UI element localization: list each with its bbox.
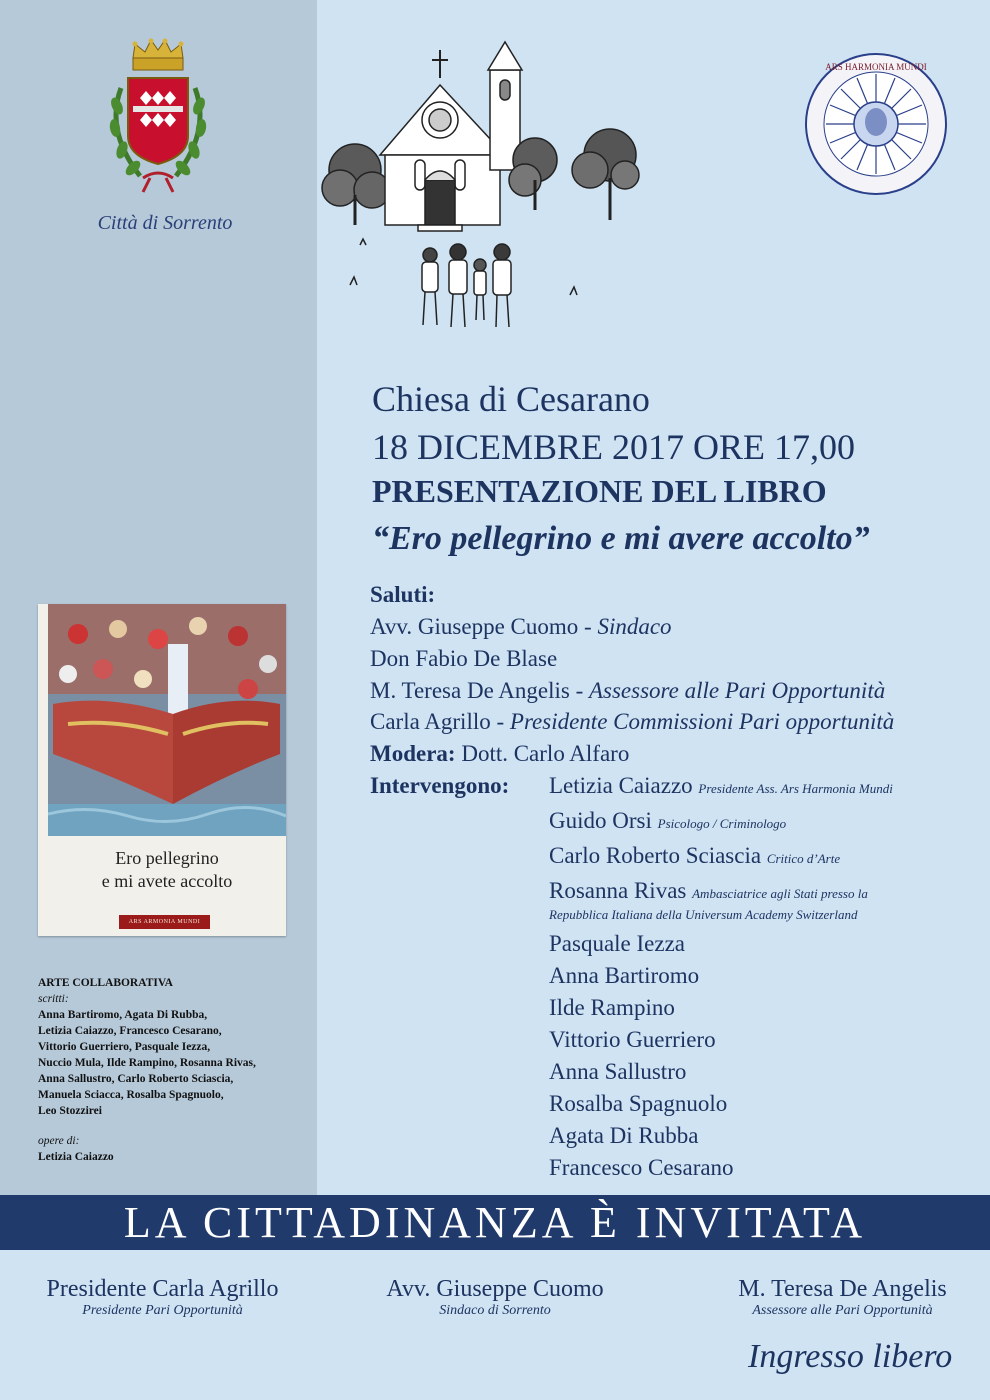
speaker-name: Guido Orsi bbox=[549, 808, 652, 833]
signature-role: Presidente Pari Opportunità bbox=[82, 1303, 243, 1318]
scritti-line: Anna Sallustro, Carlo Roberto Sciascia, bbox=[38, 1073, 234, 1085]
scritti-line: Letizia Caiazzo, Francesco Cesarano, bbox=[38, 1025, 222, 1037]
saluti-role: Presidente Commissioni Pari opportunità bbox=[509, 709, 895, 734]
speaker-item bbox=[549, 992, 969, 1024]
speaker-name: Rosalba Spagnuolo bbox=[549, 1091, 728, 1116]
signature-3 bbox=[700, 1276, 985, 1319]
boat-painting-image bbox=[48, 604, 286, 836]
scritti-list bbox=[38, 1007, 298, 1119]
church-illustration bbox=[320, 30, 640, 335]
collab-credits bbox=[38, 975, 298, 1165]
signature-name: M. Teresa De Angelis bbox=[738, 1276, 947, 1302]
book-cover-title bbox=[48, 847, 286, 893]
speaker-name: Anna Bartiromo bbox=[549, 963, 700, 988]
saluti-item bbox=[370, 614, 672, 640]
seal-text: ARS HARMONIA MUNDI bbox=[825, 62, 927, 72]
speaker-item bbox=[549, 1056, 969, 1088]
saluti-name: M. Teresa De Angelis bbox=[370, 678, 570, 703]
speaker-item bbox=[549, 840, 969, 875]
tree-icon bbox=[322, 144, 390, 225]
saluti-role: Sindaco bbox=[597, 614, 672, 639]
tree-icon bbox=[509, 129, 639, 220]
speaker-name: Rosanna Rivas bbox=[549, 878, 687, 903]
speaker-item bbox=[549, 1088, 969, 1120]
sorrento-crest-icon bbox=[95, 36, 220, 196]
speaker-name: Vittorio Guerriero bbox=[549, 1027, 716, 1052]
signature-1 bbox=[20, 1276, 305, 1319]
book-cover-title-line2: e mi avete accolto bbox=[101, 871, 233, 891]
saluti-item bbox=[370, 678, 885, 704]
speaker-item bbox=[549, 960, 969, 992]
signature-name: Presidente Carla Agrillo bbox=[46, 1276, 279, 1302]
scritti-label: scritti: bbox=[38, 993, 69, 1005]
invitation-banner: LA CITTADINANZA È INVITATA bbox=[0, 1195, 990, 1250]
signature-name: Avv. Giuseppe Cuomo bbox=[386, 1276, 604, 1302]
saluti-name: Avv. Giuseppe Cuomo bbox=[370, 614, 579, 639]
saluti-name: Carla Agrillo bbox=[370, 709, 491, 734]
saluti-separator: - bbox=[569, 678, 589, 703]
book-cover-band: ARS ARMONIA MUNDI bbox=[119, 915, 210, 929]
speaker-item bbox=[549, 805, 969, 840]
book-cover-title-line1: Ero pellegrino bbox=[115, 848, 219, 868]
signature-role: Sindaco di Sorrento bbox=[439, 1303, 551, 1318]
speaker-name: Carlo Roberto Sciascia bbox=[549, 843, 762, 868]
signature-2 bbox=[350, 1276, 640, 1319]
collab-heading: ARTE COLLABORATIVA bbox=[38, 977, 173, 989]
speaker-name: Agata Di Rubba bbox=[549, 1123, 699, 1148]
ars-harmonia-mundi-seal-icon bbox=[800, 52, 952, 197]
speakers-list bbox=[549, 770, 969, 1184]
modera-label: Modera: bbox=[370, 741, 456, 766]
modera-line bbox=[370, 741, 629, 767]
modera-name: Dott. Carlo Alfaro bbox=[461, 741, 630, 766]
book-cover bbox=[38, 604, 286, 936]
speaker-item bbox=[549, 1152, 969, 1184]
saluti-separator: - bbox=[490, 709, 510, 734]
scritti-line: Vittorio Guerriero, Pasquale Iezza, bbox=[38, 1041, 211, 1053]
event-venue: Chiesa di Cesarano bbox=[372, 379, 650, 419]
speaker-name: Letizia Caiazzo bbox=[549, 773, 693, 798]
speaker-item bbox=[549, 1120, 969, 1152]
speaker-name: Pasquale Iezza bbox=[549, 931, 686, 956]
saluti-label: Saluti: bbox=[370, 582, 436, 607]
opere-label: opere di: bbox=[38, 1135, 80, 1147]
scritti-line: Nuccio Mula, Ilde Rampino, Rosanna Rivas, bbox=[38, 1057, 256, 1069]
speaker-item bbox=[549, 770, 969, 805]
free-entry-note: Ingresso libero bbox=[748, 1338, 953, 1375]
speaker-role: Psicologo / Criminologo bbox=[657, 816, 787, 831]
scritti-line: Leo Stozzirei bbox=[38, 1105, 102, 1117]
saluti-name: Don Fabio De Blase bbox=[370, 646, 558, 671]
scritti-line: Anna Bartiromo, Agata Di Rubba, bbox=[38, 1009, 208, 1021]
speaker-name: Francesco Cesarano bbox=[549, 1155, 734, 1180]
speaker-name: Anna Sallustro bbox=[549, 1059, 687, 1084]
saluti-item bbox=[370, 646, 557, 672]
speaker-role-continued: Repubblica Italiana della Universum Academy Switzerland bbox=[549, 907, 858, 922]
speaker-role: Ambasciatrice agli Stati presso la bbox=[692, 886, 868, 901]
speaker-name: Ilde Rampino bbox=[549, 995, 675, 1020]
speaker-role: Presidente Ass. Ars Harmonia Mundi bbox=[698, 781, 893, 796]
speaker-item bbox=[549, 928, 969, 960]
speaker-item bbox=[549, 875, 969, 928]
opere-author: Letizia Caiazzo bbox=[38, 1151, 114, 1163]
speaker-item bbox=[549, 1024, 969, 1056]
footer bbox=[0, 1250, 990, 1400]
presentation-heading: PRESENTAZIONE DEL LIBRO bbox=[372, 473, 827, 509]
saluti-item bbox=[370, 709, 894, 735]
book-title: “Ero pellegrino e mi avere accolto” bbox=[372, 520, 870, 557]
signature-role: Assessore alle Pari Opportunità bbox=[752, 1303, 933, 1318]
saluti-role: Assessore alle Pari Opportunità bbox=[588, 678, 886, 703]
speaker-role: Critico d’Arte bbox=[766, 851, 841, 866]
event-datetime: 18 DICEMBRE 2017 ORE 17,00 bbox=[372, 427, 856, 467]
intervengono-label: Intervengono: bbox=[370, 773, 510, 798]
scritti-line: Manuela Sciacca, Rosalba Spagnuolo, bbox=[38, 1089, 224, 1101]
saluti-separator: - bbox=[578, 614, 598, 639]
city-name: Città di Sorrento bbox=[97, 212, 233, 234]
